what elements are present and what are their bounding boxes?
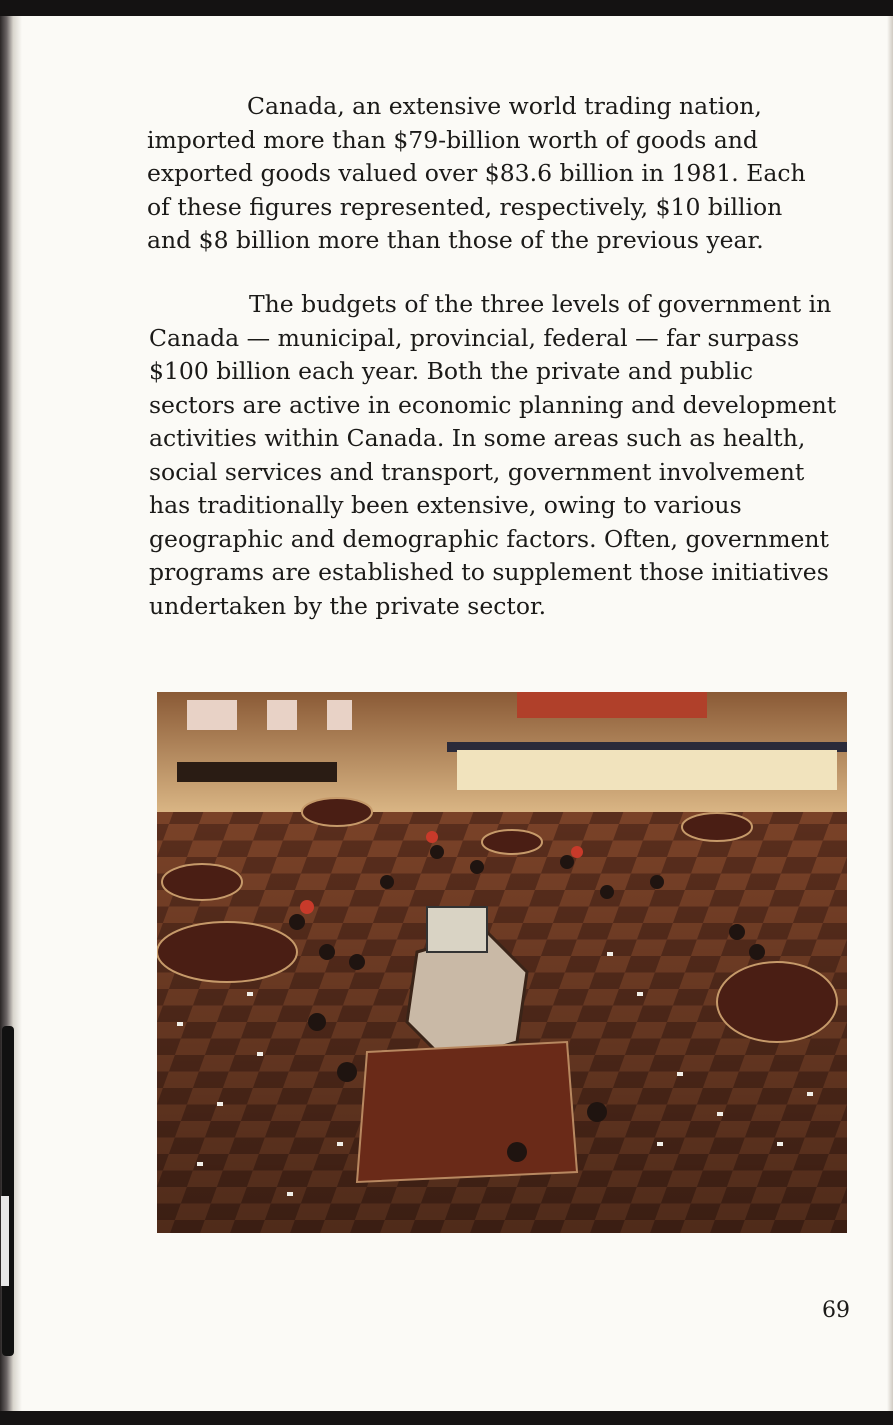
bottom-page-edge	[0, 1411, 893, 1425]
paragraph-trade: Canada, an extensive world trading nation, imported more than $79-billion worth of goods and exported goods valued over $83.6 billion in 1981. Each of these figures represented, respectively, $10 billion and $8 billion more than those of the previous year.	[147, 92, 806, 254]
stock-exchange-photo	[157, 692, 847, 1233]
page-number: 69	[822, 1298, 850, 1323]
left-page-edge	[0, 16, 22, 1411]
binding-highlight	[1, 1196, 9, 1286]
binding-shadow	[2, 1026, 14, 1356]
paragraph-government: The budgets of the three levels of government in Canada — municipal, provincial, federal — far surpass $100 billion each year. Both the private and public sectors are active in economic planning and development activities within Canada. In some areas such as health, social services and transport, government involvement has traditionally been extensive, owing to various geographic and demographic factors. Often, government programs are established to supplement those initiatives undertaken by the private sector.	[149, 290, 837, 620]
top-page-edge	[0, 0, 893, 16]
right-page-edge	[887, 16, 893, 1411]
